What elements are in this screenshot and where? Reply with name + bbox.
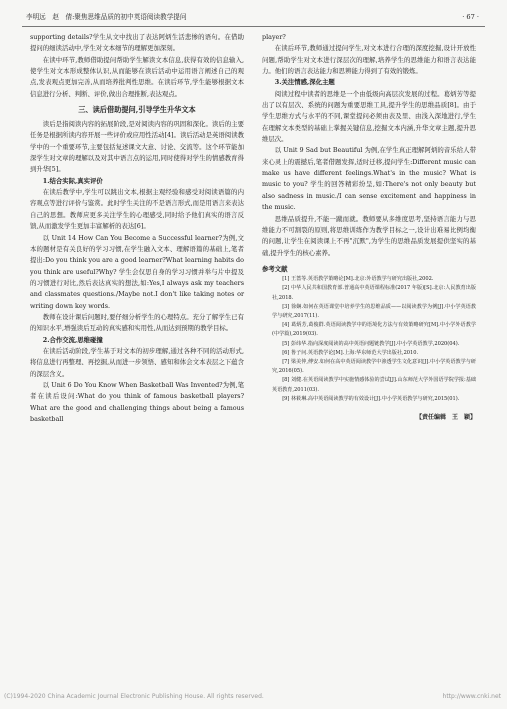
reference-item: [9] 林筱琳.高中英语阅读教学的有效设计[J].中小学英语教学与研究,2015(01). — [282, 395, 460, 402]
reference-item: [7] 梁美仲,傅安.如何在高中英语阅读教学中渗透学生文化意识[J].中小学英语教学与研究,2016(05). — [272, 359, 476, 375]
header-authors-title: 李明远 赵 倩:聚焦思维品质的初中英语阅读教学提问 — [26, 13, 187, 21]
reference-item: [5] 彭纬华.指向深度阅读的高中英语问题链教学[J].中小学英语教学,2020(04). — [282, 340, 460, 347]
reference-item: [6] 鲁子问.英语教学论[M].上海:华东师范大学出版社,2010. — [282, 349, 419, 356]
paragraph: 以 Unit 14 How Can You Become a Successful learner?为例,文本的题材是有关良好的学习习惯,在学生融入文本、理解语篇的基础上,笔者提出:Do you think you are a good learner?What learning habits do you think are useful?Why? 学生会仅思自身的学习习惯并举与片中提及的习惯进行对比,然后表达真实的想法,如:Yes,I always ask my teachers and classmates questions./Maybe not.I don't like taking notes or writing down key words. — [30, 233, 244, 310]
paragraph: player? — [262, 33, 286, 41]
paragraph: 在读中环节,教师借助提问帮助学生解读文本信息,获得有效的信息输入,使学生对文本形成整体认识,从而能够在读后活动中运用语言阐述自己的观点,发表观点更加完善,从而培养批判性思维。在读后环节,学生能够根据文本信息进行分析、判断、评价,做出合理推断,表达观点。 — [30, 55, 244, 98]
paragraph: supporting details?学生从文中找出了表达阿炳生活悲惨的语句。在借助提问的细读活动中,学生对文本细节的理解更加深刻。 — [30, 33, 244, 53]
copyright-footer — [4, 692, 501, 702]
running-header — [22, 12, 485, 27]
reference-item: [2] 中华人民共和国教育部.普通高中英语课程标准(2017 年版)[S].北京:人民教育出版社,2018. — [272, 285, 476, 301]
paragraph: 以 Unit 6 Do You Know When Basketball Was Invented?为例,笔者在读后设问:What do you think of famous basketball players?What are the good and challenging things about being a famous basketball — [30, 380, 244, 423]
responsible-editor: 【责任编辑 王 颖】 — [415, 414, 476, 422]
subheading: 3.关注情感,深化主题 — [274, 78, 335, 87]
paragraph: 思维品质提升,不能一蹴而就。教师要从多维度思考,坚持语言能力与思维能力不可割裂的原则,将思维训练作为教学目标之一,设计出难易比例均衡的问题,让学生在阅读课上不再"沉默",为学生的思维品质发展提供坚实的基础,提升学生的核心素养。 — [262, 214, 476, 257]
page-number: · 67 · — [462, 13, 479, 21]
reference-item: [8] 刘健.在英语阅读教学中实施情感体验的尝试[J].山东师范大学外国语学院学报:基础英语教育,2011(03). — [272, 377, 476, 393]
reference-item: [1] 王蔷等.英语教学策略论[M].北京:外语教学与研究出版社,2002. — [282, 276, 434, 283]
paragraph: 阅读过程中读者的思维是一个由低级向高层次发展的过程。葛炳芳等提出了以有层次、系统的问题为重要思维工具,提升学生的思维品质[8]。由于学生思维方式与水平的不同,课堂提问必须由表及里、由浅入深地进行,学生在理解文本类型的基础上掌握关键信息,挖掘文本内涵,升华文章主题,提升思维层次。 — [262, 89, 476, 144]
subheading: 1.结合实际,真实评价 — [42, 176, 103, 185]
paragraph: 读后是指阅读内容的拓展阶段,是对阅读内容的巩固和深化。读后的主要任务是根据所读内容开展一些评价或应用性活动[4]。读后活动是英语阅读教学中的一个重要环节,主要包括复述课文大意、讨论、交流等。这个环节能加深学生对文章的理解以及对其中语言点的运用,同时使得对学生的情感教育得到升华[5]。 — [30, 120, 244, 174]
paragraph: 教师在设计课后问题时,要仔细分析学生的心理特点。充分了解学生已有的知识水平,增强读后互动的真实感和实用性,从而达到预期的教学目标。 — [30, 312, 244, 333]
copyright-text: (C)1994-2020 China Academic Journal Electronic Publishing House. All rights reserved. — [4, 693, 264, 700]
cnki-link[interactable]: http://www.cnki.net — [442, 693, 501, 700]
reference-item: [4] 葛炳芳,葛俊群.英语阅读教学中的语境化方法与有效策略研究[M].中小学外语教学(中学篇),2019(03). — [272, 322, 476, 338]
reference-item: [3] 徐娴.如何在英语课堂中培养学生的思维品质——以阅读教学为例[J].中小学英语教学与研究,2017(11). — [272, 303, 476, 320]
paragraph: 在读后活动阶段,学生基于对文本的初步理解,通过各种不同的活动形式,将信息进行再整理、再挖掘,从而进一步领悟、感知和体会文本表层之下蕴含的深层含义。 — [30, 346, 244, 378]
references-title: 参考文献 — [262, 264, 288, 273]
left-column — [30, 32, 244, 425]
paragraph: 以 Unit 9 Sad but Beautiful 为例,在学生真正理解阿炳的音乐给人带来心灵上的震撼后,笔者借题发挥,适时迁移,提问学生:Different music can make us have different feelings.What's in the music? What is music to you? 学生的回答精彩纷呈,如:There's not only beauty but also sadness in music./I can sense excitement and happiness in the music. — [262, 146, 476, 212]
references-list — [262, 275, 476, 404]
right-column — [262, 32, 476, 423]
paragraph: 在读后环节,教师通过提问学生,对文本进行合理的深度挖掘,设计开放性问题,帮助学生对文本进行深层次的理解,培养学生的思维能力和语言表达能力。他们的语言表达能力和思辨能力得到了有效的锻炼。 — [262, 44, 476, 76]
subheading: 2.合作交流,思维碰撞 — [42, 335, 103, 344]
paragraph: 在读后教学中,学生可以跳出文本,根据主观经验和感受对阅读语篇的内容观点等进行评价与鉴赏。此时学生关注的不是语言形式,而是用语言来表达自己的思想。教师应更多关注学生的心理感受,同时给予他们真实的语言反馈,从而激发学生更加丰富解析的表达[6]。 — [30, 188, 244, 231]
section-heading: 三、读后借助提问,引导学生升华文本 — [78, 105, 196, 115]
